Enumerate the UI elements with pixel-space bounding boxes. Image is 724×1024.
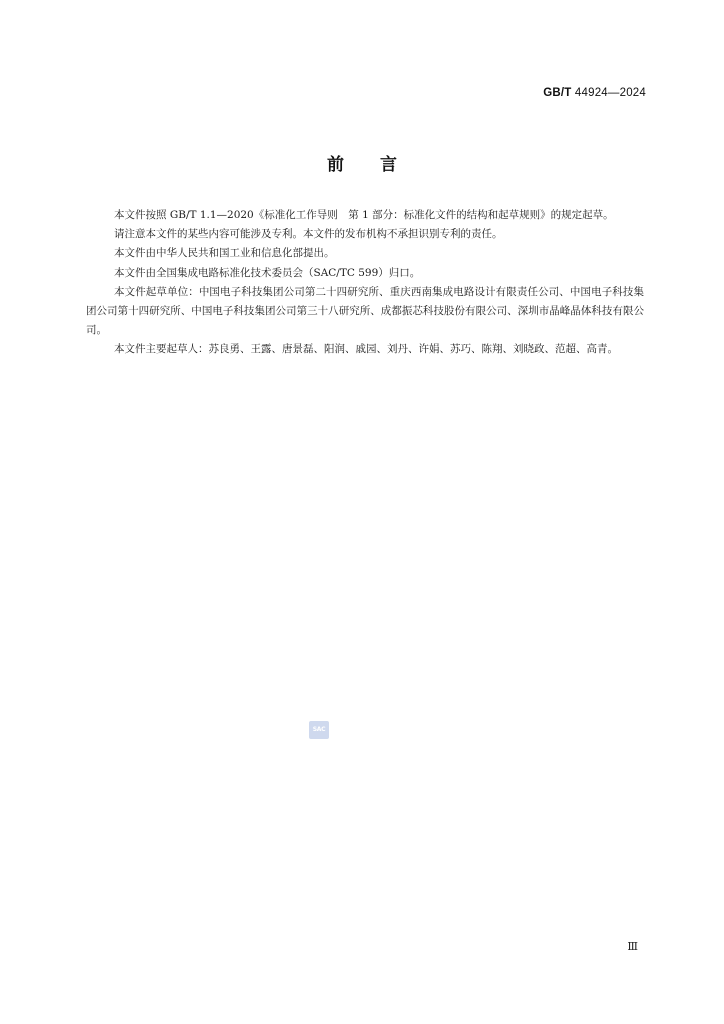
page-number: Ⅲ: [627, 940, 638, 953]
paragraph-drafting-organizations: 本文件起草单位：中国电子科技集团公司第二十四研究所、重庆西南集成电路设计有限责任公司、中国电子科技集团公司第十四研究所、中国电子科技集团公司第三十八研究所、成都振芯科技股份有限公司、深圳市晶峰晶体科技有限公司。: [86, 285, 644, 337]
foreword-body: [86, 206, 644, 360]
page-title: 前言: [327, 155, 433, 175]
paragraph-proposer: 本文件由中华人民共和国工业和信息化部提出。: [114, 247, 335, 260]
standard-code-header: [543, 87, 646, 99]
standard-prefix: GB/T: [543, 87, 572, 99]
paragraph-drafting-rules: 本文件按照 GB/T 1.1—2020《标准化工作导则 第 1 部分：标准化文件的结构和起草规则》的规定起草。: [114, 209, 614, 221]
sac-watermark-logo: SAC: [309, 721, 329, 739]
paragraph-technical-committee: 本文件由全国集成电路标准化技术委员会（SAC/TC 599）归口。: [114, 266, 421, 279]
paragraph-patent-notice: 请注意本文件的某些内容可能涉及专利。本文件的发布机构不承担识别专利的责任。: [114, 228, 503, 241]
paragraph-main-drafters: 本文件主要起草人：苏良勇、王露、唐景磊、阳润、戚园、刘丹、许娟、苏巧、陈翔、刘晓政、范超、高青。: [114, 343, 618, 356]
standard-number: 44924—2024: [571, 87, 646, 99]
